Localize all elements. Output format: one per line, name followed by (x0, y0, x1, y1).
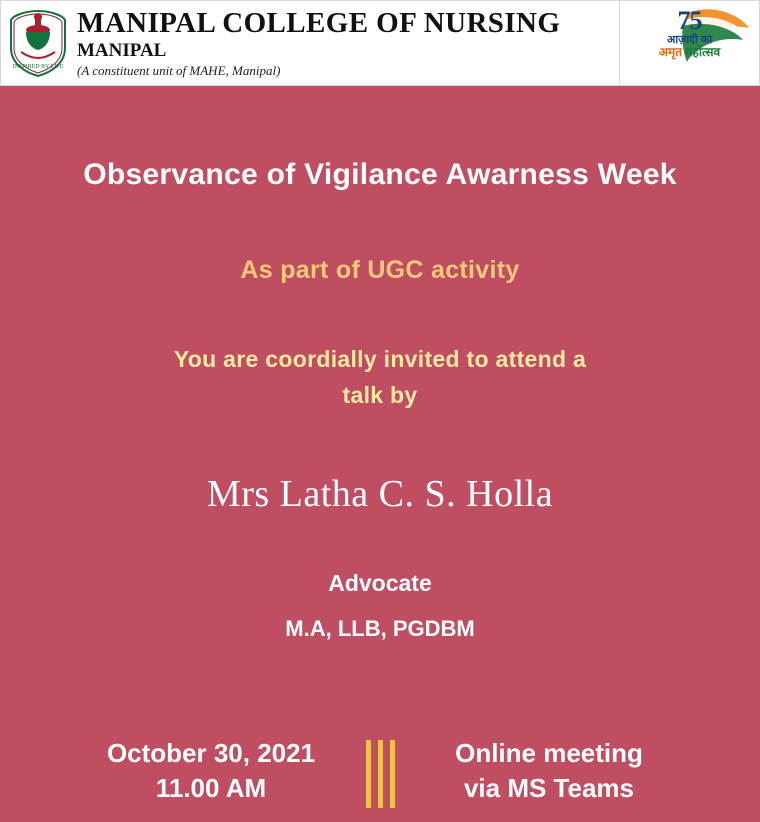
invitation-text (0, 342, 760, 413)
emblem-line2-part1: अमृत (658, 45, 686, 60)
emblem-text (659, 8, 720, 59)
college-crest-icon (7, 8, 69, 78)
emblem-line1: आज़ादी का (666, 34, 713, 46)
college-text-block (77, 8, 560, 77)
event-mode-line-1: Online meeting (455, 738, 643, 768)
poster-subtitle: As part of UGC activity (240, 256, 520, 284)
divider-bar-1 (366, 740, 371, 808)
divider-bar-3 (390, 740, 395, 808)
college-name: MANIPAL COLLEGE OF NURSING (77, 7, 561, 40)
speaker-name: Mrs Latha C. S. Holla (206, 473, 554, 515)
speaker-qualifications: M.A, LLB, PGDBM (285, 616, 475, 641)
poster-footer (0, 736, 760, 808)
emblem-number: 75 (677, 6, 702, 35)
divider-bars-icon (354, 736, 406, 808)
event-mode (406, 736, 692, 806)
azadi-ka-amrit-mahotsav-logo (627, 6, 753, 80)
college-place: MANIPAL (77, 39, 167, 61)
emblem-line2-part2: महोत्सव (685, 45, 721, 60)
divider-bar-2 (378, 740, 383, 808)
college-identity-block (0, 0, 620, 86)
college-subtitle: (A constituent unit of MAHE, Manipal) (77, 62, 281, 78)
invitation-line-1: You are coordially invited to attend a (173, 346, 587, 372)
poster-title: Observance of Vigilance Awarness Week (83, 158, 677, 191)
emblem-line2 (659, 46, 720, 59)
event-mode-line-2: via MS Teams (463, 773, 635, 804)
invitation-line-2: talk by (342, 381, 418, 408)
svg-text:INSPIRED BY LIFE: INSPIRED BY LIFE (12, 64, 64, 70)
poster-header (0, 0, 760, 86)
speaker-role: Advocate (328, 570, 432, 596)
event-datetime (68, 736, 354, 806)
event-date: October 30, 2021 (106, 738, 316, 768)
emblem-block (620, 0, 760, 86)
event-time: 11.00 AM (155, 773, 267, 804)
